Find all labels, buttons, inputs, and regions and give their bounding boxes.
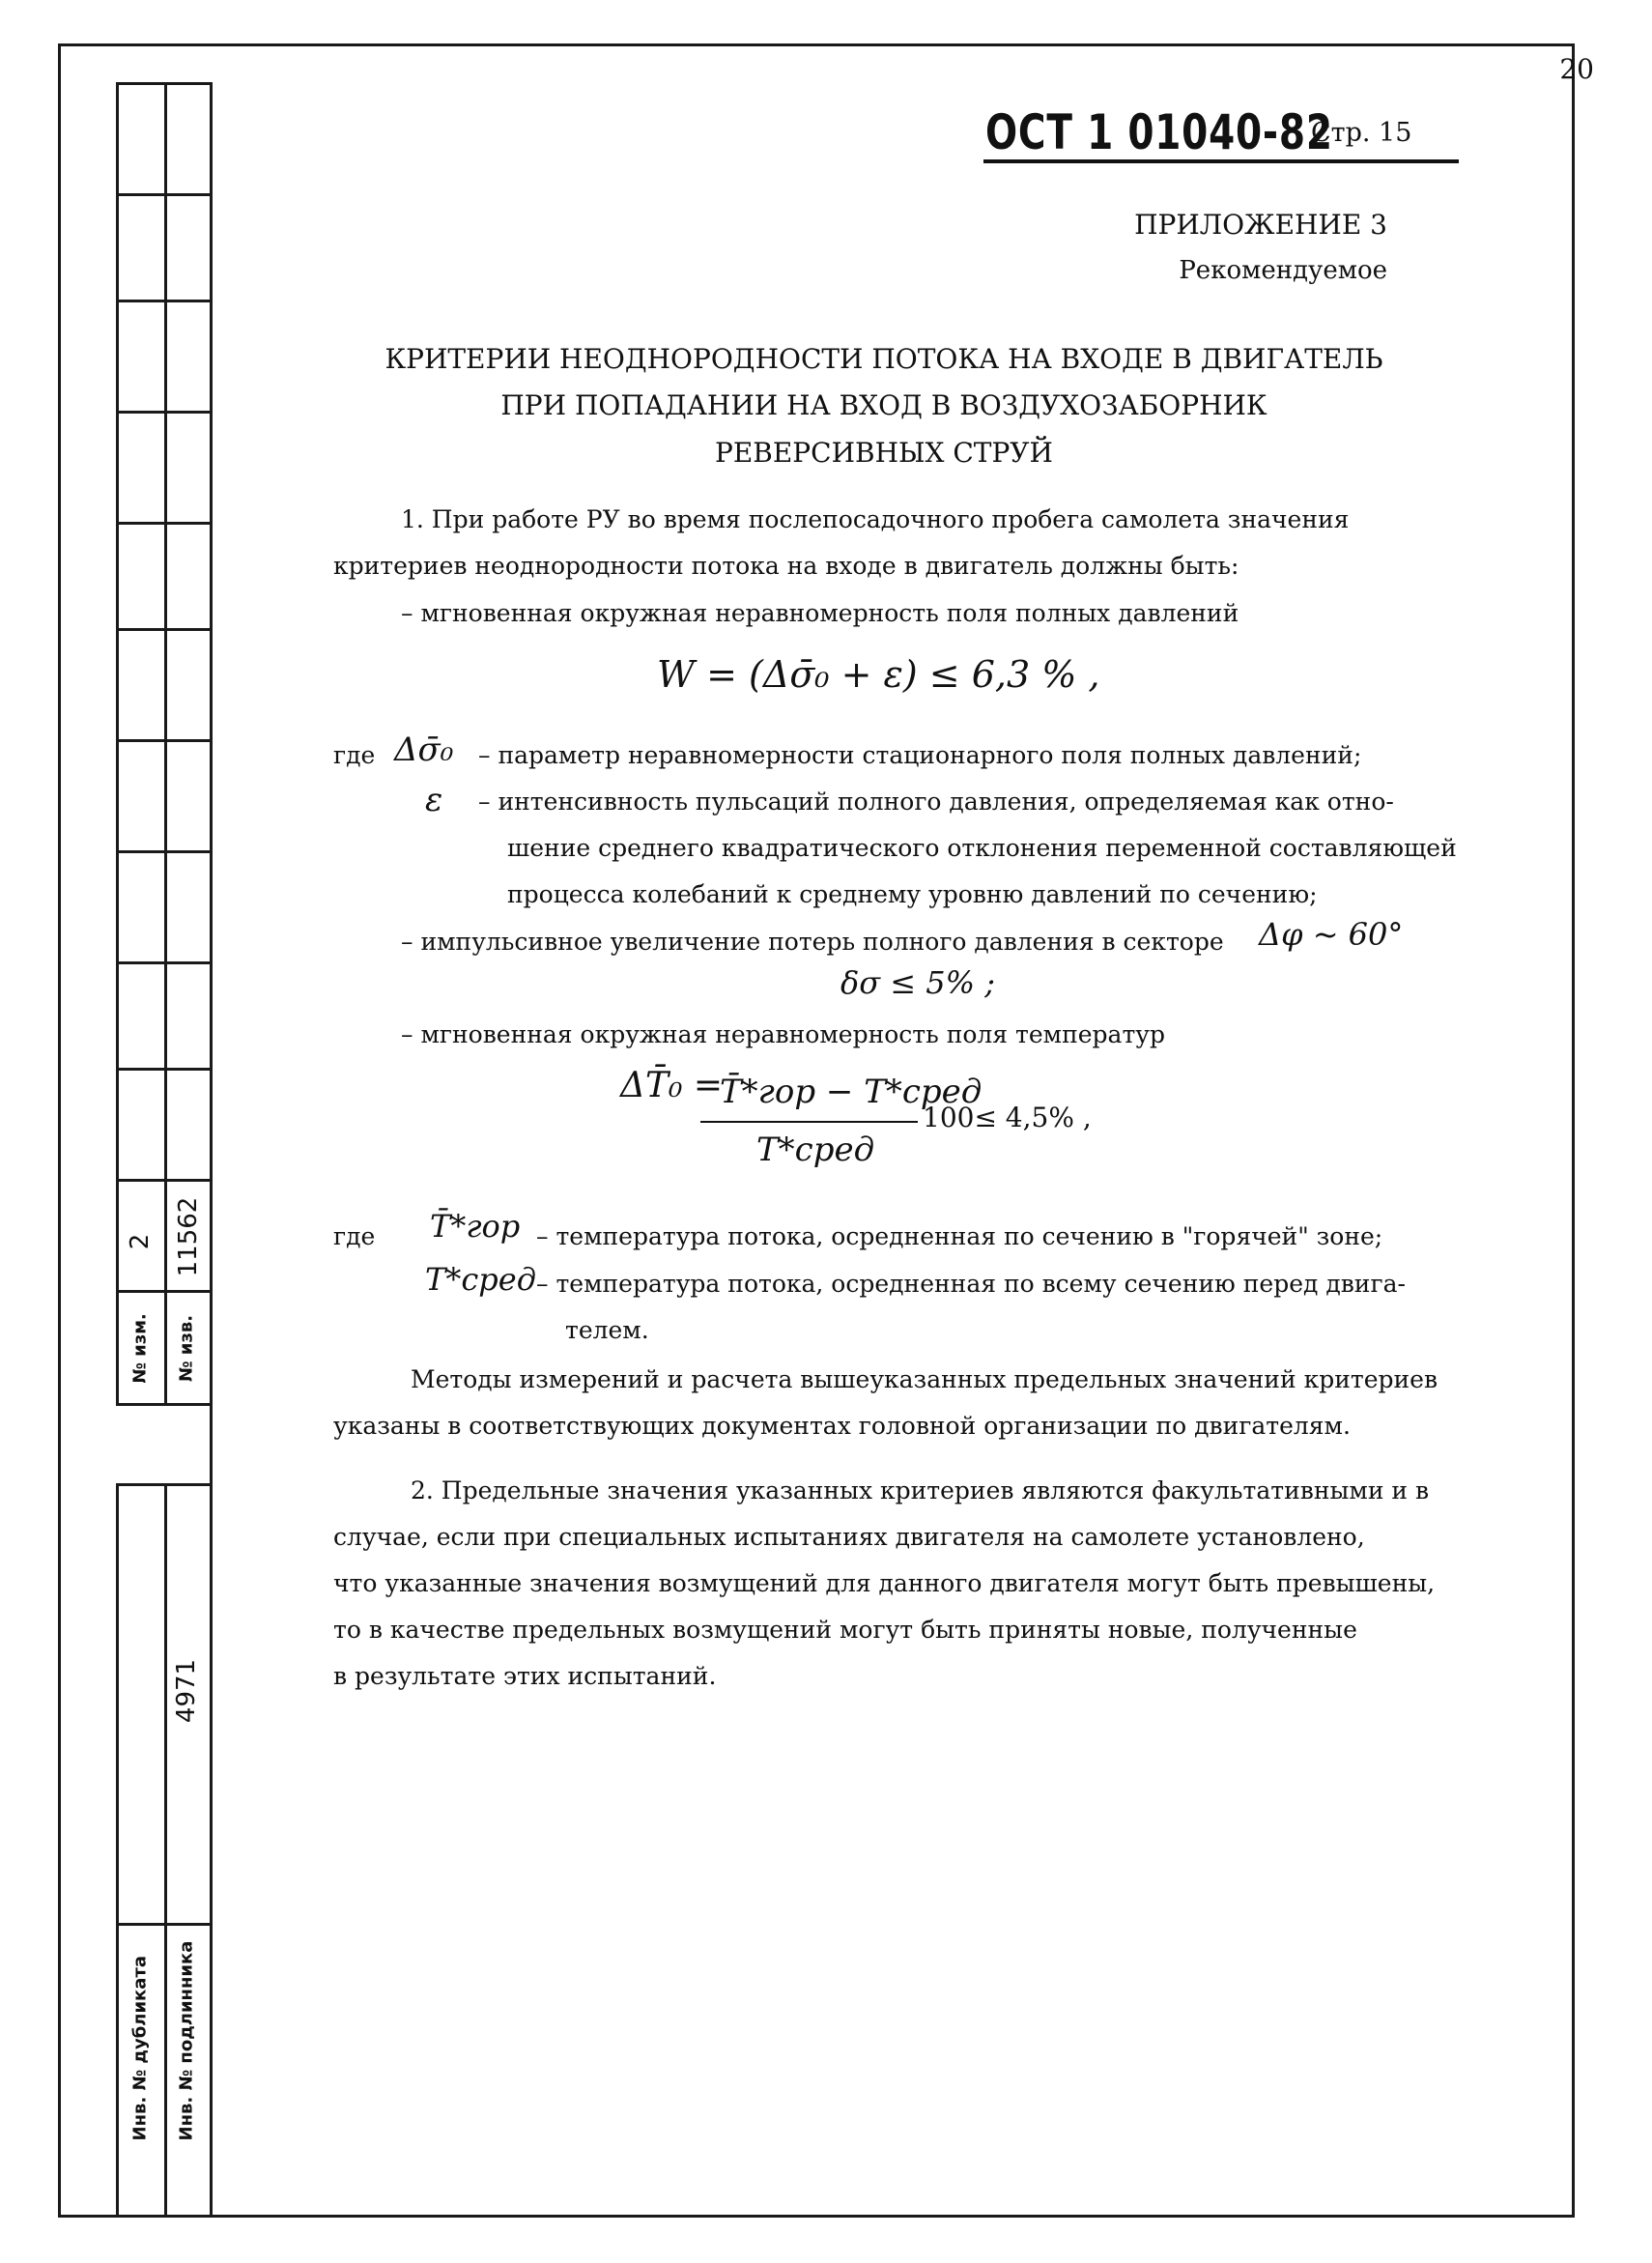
- where1-def-2-l2: шение среднего квадратического отклонения переменной составляющей: [507, 834, 1457, 862]
- where1-symbol-2: ε: [425, 781, 443, 819]
- s1-bullet-1: – мгновенная окружная неравномерность поля полных давлений: [401, 599, 1239, 627]
- strip-top-divider: [164, 82, 167, 1406]
- where1-symbol-1: Δσ̄₀: [394, 730, 454, 769]
- strip-row-line: [116, 522, 213, 525]
- where1-lead: где: [333, 741, 376, 769]
- strip-row-line: [116, 1068, 213, 1071]
- formula-dt-rhs: 100≤ 4,5% ,: [923, 1102, 1092, 1133]
- strip-izm-label: № изм.: [129, 1313, 151, 1384]
- page-label: Стр. 15: [1311, 118, 1412, 148]
- title-line-3: РЕВЕРСИВНЫХ СТРУЙ: [715, 437, 1053, 469]
- s2-line-4: то в качестве предельных возмущений могут быть приняты новые, полученные: [333, 1616, 1357, 1644]
- formula-dt-lhs: ΔT̄₀ =: [620, 1066, 724, 1105]
- strip-izv-value: 11562: [174, 1196, 203, 1277]
- s2-line-2: случае, если при специальных испытаниях двигателя на самолете установлено,: [333, 1523, 1365, 1551]
- where2-def-2-l2: телем.: [565, 1316, 649, 1344]
- formula-dt-denominator: T*сред: [756, 1131, 875, 1169]
- strip-row-line: [116, 628, 213, 631]
- standard-code: ОСТ 1 01040-82: [985, 104, 1333, 160]
- s1-bullet-3: – мгновенная окружная неравномерность поля температур: [401, 1020, 1165, 1048]
- strip-row-line: [116, 1923, 213, 1926]
- where2-lead: где: [333, 1222, 376, 1250]
- s2-line-5: в результате этих испытаний.: [333, 1662, 717, 1690]
- where2-symbol-2: T*сред: [425, 1261, 536, 1298]
- where1-def-2-l1: – интенсивность пульсаций полного давления, определяемая как отно-: [478, 788, 1394, 816]
- methods-line-2: указаны в соответствующих документах головной организации по двигателям.: [333, 1412, 1351, 1440]
- sector-angle: Δφ ~ 60°: [1259, 916, 1404, 953]
- header-underline: [983, 159, 1459, 163]
- where2-def-2-l1: – температура потока, осредненная по всему сечению перед двига-: [536, 1270, 1406, 1298]
- strip-inv-dubl-label: Инв. № дубликата: [129, 1956, 151, 2141]
- strip-row-line: [116, 411, 213, 414]
- strip-row-line: [116, 300, 213, 302]
- page-number: 20: [1559, 53, 1594, 85]
- appendix-label: ПРИЛОЖЕНИЕ 3: [1134, 209, 1387, 241]
- title-line-2: ПРИ ПОПАДАНИИ НА ВХОД В ВОЗДУХОЗАБОРНИК: [500, 389, 1267, 421]
- strip-inv-podl-value: 4971: [172, 1658, 201, 1724]
- formula-w: W = (Δσ̄₀ + ε) ≤ 6,3 % ,: [657, 653, 1100, 696]
- methods-line-1: Методы измерений и расчета вышеуказанных предельных значений критериев: [411, 1365, 1438, 1393]
- s1-line-1: 1. При работе РУ во время послепосадочного пробега самолета значения: [401, 505, 1350, 533]
- s2-line-3: что указанные значения возмущений для данного двигателя могут быть превышены,: [333, 1569, 1436, 1597]
- where1-def-2-l3: процесса колебаний к среднему уровню давлений по сечению;: [507, 880, 1318, 908]
- strip-row-line: [116, 961, 213, 964]
- formula-delta-sigma: δσ ≤ 5% ;: [840, 964, 995, 1001]
- strip-row-line: [116, 850, 213, 853]
- where1-def-1: – параметр неравномерности стационарного поля полных давлений;: [478, 741, 1362, 769]
- strip-inv-podl-label: Инв. № подлинника: [176, 1940, 197, 2141]
- formula-dt-numerator: T̄*гор − T*сред: [720, 1073, 983, 1111]
- strip-right-border: [210, 82, 213, 2218]
- strip-bottom-divider: [164, 1483, 167, 2218]
- s2-line-1: 2. Предельные значения указанных критериев являются факультативными и в: [411, 1476, 1430, 1504]
- where2-def-1: – температура потока, осредненная по сечению в "горячей" зоне;: [536, 1222, 1383, 1250]
- strip-row-line: [116, 193, 213, 196]
- strip-izm-value: 2: [126, 1233, 155, 1250]
- title-line-1: КРИТЕРИИ НЕОДНОРОДНОСТИ ПОТОКА НА ВХОДЕ В ДВИГАТЕЛЬ: [385, 343, 1383, 375]
- strip-izv-label: № изв.: [176, 1314, 197, 1383]
- strip-row-line: [116, 739, 213, 742]
- fraction-bar: [700, 1121, 918, 1123]
- s1-line-2: критериев неоднородности потока на входе в двигатель должны быть:: [333, 552, 1239, 580]
- s1-bullet-2: – импульсивное увеличение потерь полного давления в секторе: [401, 928, 1224, 956]
- where2-symbol-1: T̄*гор: [430, 1208, 521, 1245]
- appendix-status: Рекомендуемое: [1179, 256, 1387, 285]
